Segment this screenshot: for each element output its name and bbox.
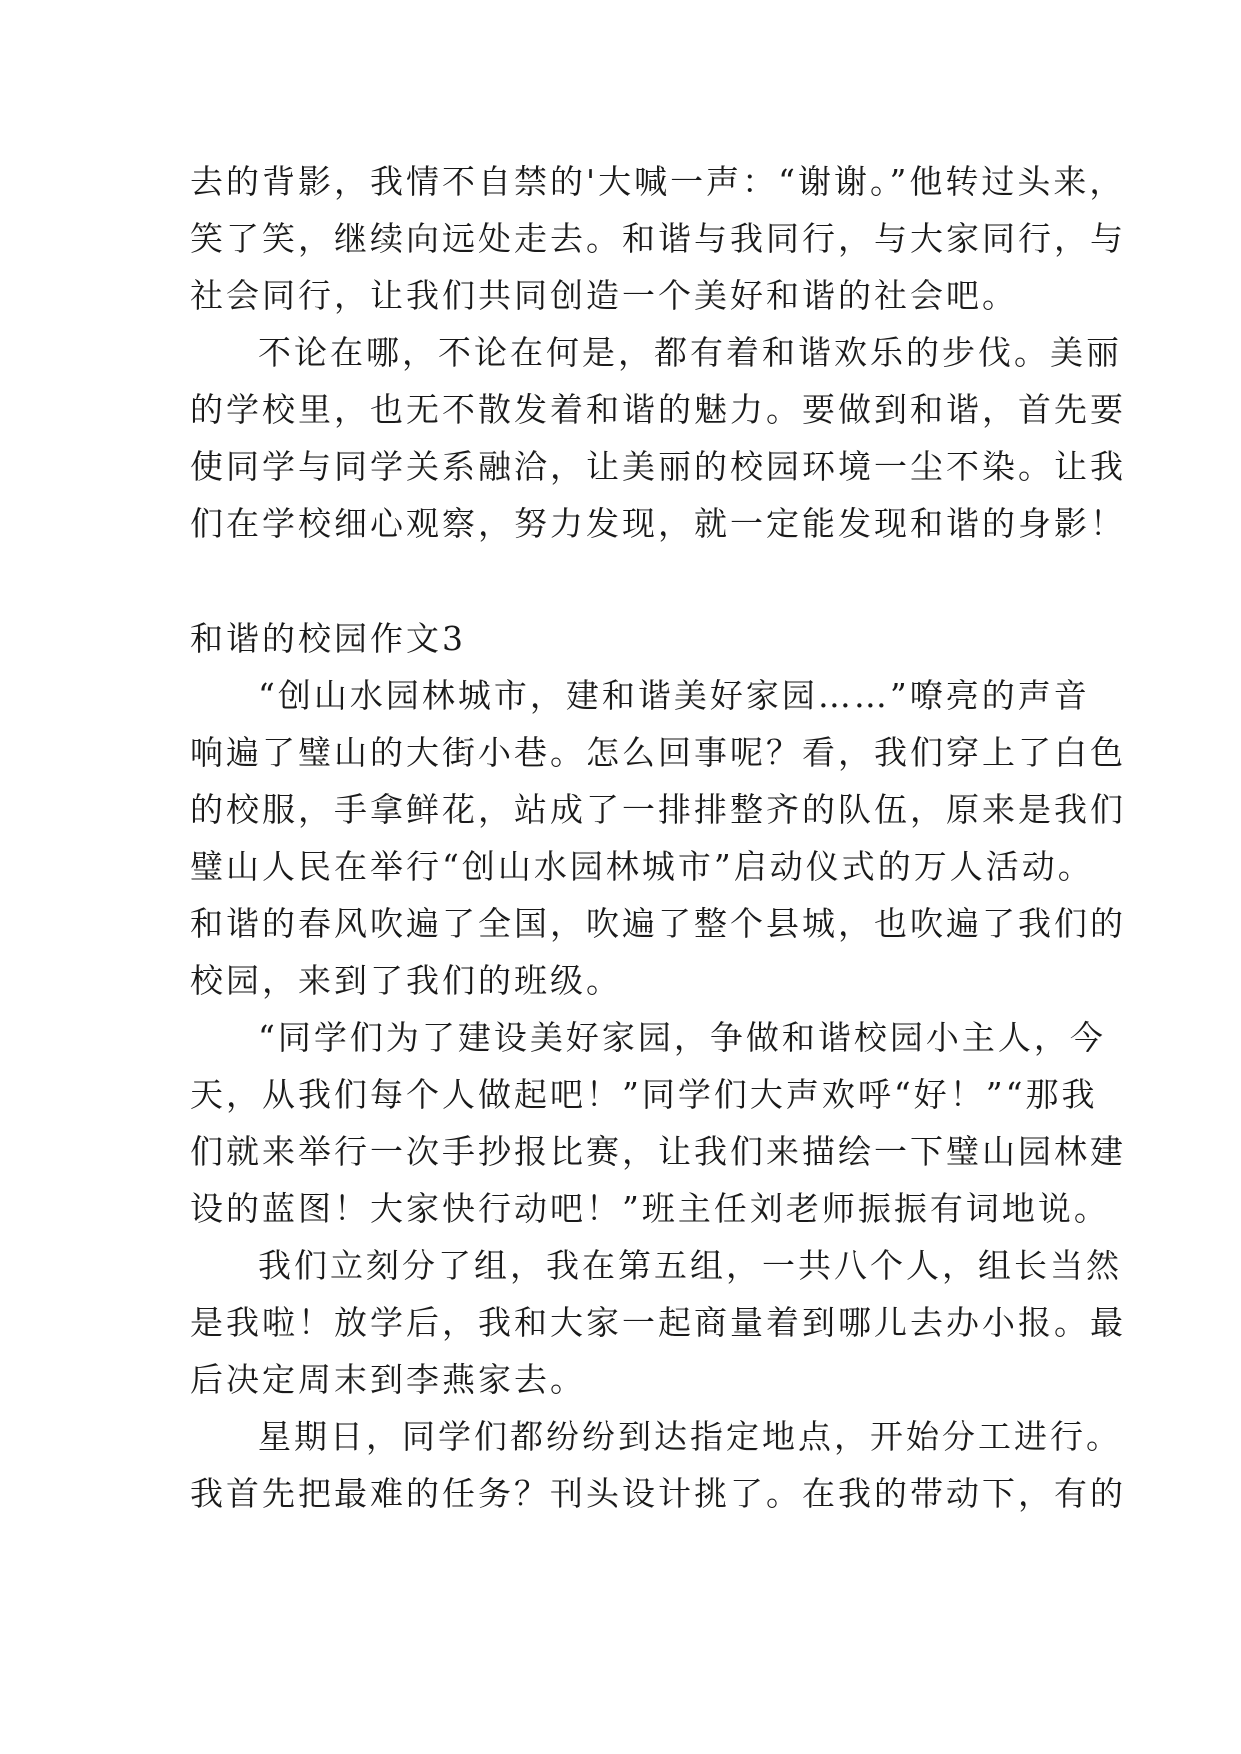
body-text-line: 我们立刻分了组，我在第五组，一共八个人，组长当然	[258, 1246, 1122, 1285]
body-text-line: 们在学校细心观察，努力发现，就一定能发现和谐的身影！	[190, 504, 1126, 543]
body-text-line: 和谐的春风吹遍了全国，吹遍了整个县城，也吹遍了我们的	[190, 904, 1126, 943]
body-text-line: 不论在哪，不论在何是，都有着和谐欢乐的步伐。美丽	[258, 333, 1122, 372]
body-text-line: 们就来举行一次手抄报比赛，让我们来描绘一下璧山园林建	[190, 1132, 1126, 1171]
body-text-line: 星期日，同学们都纷纷到达指定地点，开始分工进行。	[258, 1417, 1122, 1456]
body-text-line: 后决定周末到李燕家去。	[190, 1360, 586, 1399]
body-text-line: “创山水园林城市，建和谐美好家园……”嘹亮的声音	[258, 676, 1090, 715]
body-text-line: 设的蓝图！大家快行动吧！”班主任刘老师振振有词地说。	[190, 1189, 1110, 1228]
body-text-line: “同学们为了建设美好家园，争做和谐校园小主人，今	[258, 1018, 1106, 1057]
body-text-line: 天，从我们每个人做起吧！”同学们大声欢呼“好！”“那我	[190, 1075, 1098, 1114]
body-text-line: 的学校里，也无不散发着和谐的魅力。要做到和谐，首先要	[190, 390, 1126, 429]
body-text-line: 社会同行，让我们共同创造一个美好和谐的社会吧。	[190, 276, 1018, 315]
body-text-line: 璧山人民在举行“创山水园林城市”启动仪式的万人活动。	[190, 847, 1094, 886]
body-text-line: 去的背影，我情不自禁的'大喊一声：“谢谢。”他转过头来，	[190, 162, 1126, 201]
body-text-line: 校园，来到了我们的班级。	[190, 961, 622, 1000]
section-heading: 和谐的校园作文3	[190, 619, 466, 658]
body-text-line: 使同学与同学关系融洽，让美丽的校园环境一尘不染。让我	[190, 447, 1126, 486]
body-text-line: 响遍了璧山的大街小巷。怎么回事呢？看，我们穿上了白色	[190, 733, 1126, 772]
body-text-line: 是我啦！放学后，我和大家一起商量着到哪儿去办小报。最	[190, 1303, 1126, 1342]
body-text-line: 的校服，手拿鲜花，站成了一排排整齐的队伍，原来是我们	[190, 790, 1126, 829]
body-text-line: 笑了笑，继续向远处走去。和谐与我同行，与大家同行，与	[190, 219, 1126, 258]
body-text-line: 我首先把最难的任务？刊头设计挑了。在我的带动下，有的	[190, 1474, 1126, 1513]
